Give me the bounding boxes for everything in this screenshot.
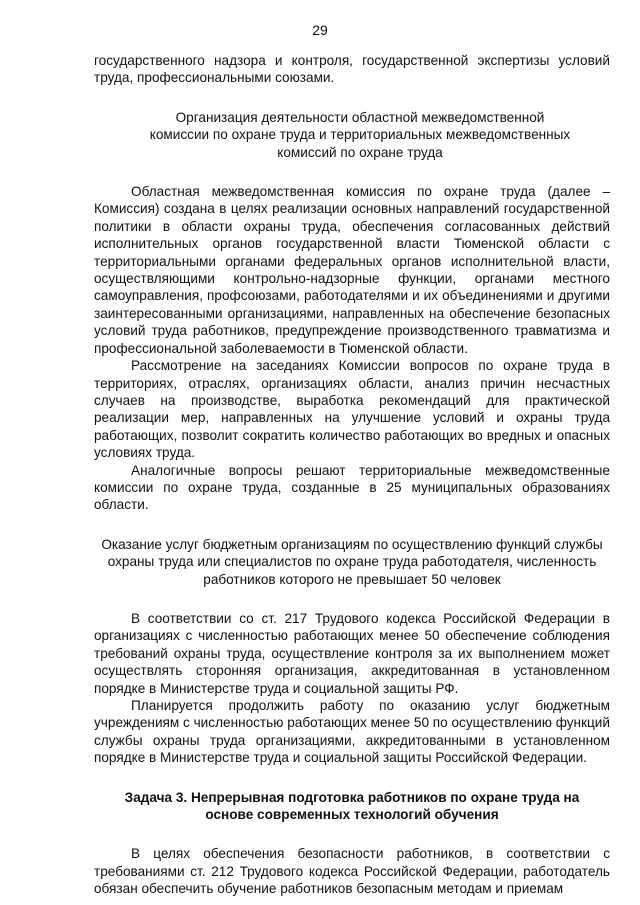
section2-heading: Оказание услуг бюджетным организациям по осуществлению функций службы охраны труда или специалистов по охране труда работодателя, численность работников которого не превышает 50 человек	[101, 536, 603, 587]
section3-heading: Задача 3. Непрерывная подготовка работников по охране труда на основе современных технологий обучения	[124, 789, 580, 823]
section1-heading: Организация деятельности областной межведомственной комиссии по охране труда и территориальных межведомственных комиссий по охране труда	[149, 109, 571, 160]
section3-paragraph-1: В целях обеспечения безопасности работников, в соответствии с требованиями ст. 212 Трудового кодекса Российской Федерации, работодатель обязан обеспечить обучение работников безопасным методам и приемам	[94, 846, 610, 897]
section2-paragraph-2: Планируется продолжить работу по оказанию услуг бюджетным учреждениям с численностью работающих менее 50 по осуществлению функций службы охраны труда организациями, аккредитованными в установленном порядке в Министерстве труда и социальной защиты Российской Федерации.	[94, 698, 610, 766]
page-number: 29	[312, 22, 328, 38]
section1-paragraph-1: Областная межведомственная комиссия по охране труда (далее – Комиссия) создана в целях реализации основных направлений государственной политики в области охраны труда, обеспечения согласованных действий исполнительных органов государственной власти Тюменской области с территориальными органами федеральных органов исполнительной власти, осуществляющими контрольно-надзорные функции, органами местного самоуправления, профсоюзами, работодателями и их объединениями и другими заинтересованными организациями, направленных на обеспечение безопасных условий труда работников, предупреждение производственного травматизма и профессиональной заболеваемости в Тюменской области.	[94, 184, 610, 356]
section1-paragraph-3: Аналогичные вопросы решают территориальные межведомственные комиссии по охране труда, созданные в 25 муниципальных образованиях области.	[94, 462, 610, 513]
intro-continuation: государственного надзора и контроля, государственной экспертизы условий труда, профессиональными союзами.	[94, 53, 610, 86]
document-body	[94, 52, 610, 898]
section1-paragraph-2: Рассмотрение на заседаниях Комиссии вопросов по охране труда в территориях, отраслях, организациях области, анализ причин несчастных случаев на производстве, выработка рекомендаций для практической реализации мер, направленных на улучшение условий и охраны труда работающих, позволит сократить количество работающих во вредных и опасных условиях труда.	[94, 358, 610, 461]
section2-paragraph-1: В соответствии со ст. 217 Трудового кодекса Российской Федерации в организациях с численностью работающих менее 50 обеспечение соблюдения требований охраны труда, осуществление контроля за их выполнением может осуществлять сторонняя организация, аккредитованная в установленном порядке в Министерстве труда и социальной защиты РФ.	[94, 610, 610, 696]
